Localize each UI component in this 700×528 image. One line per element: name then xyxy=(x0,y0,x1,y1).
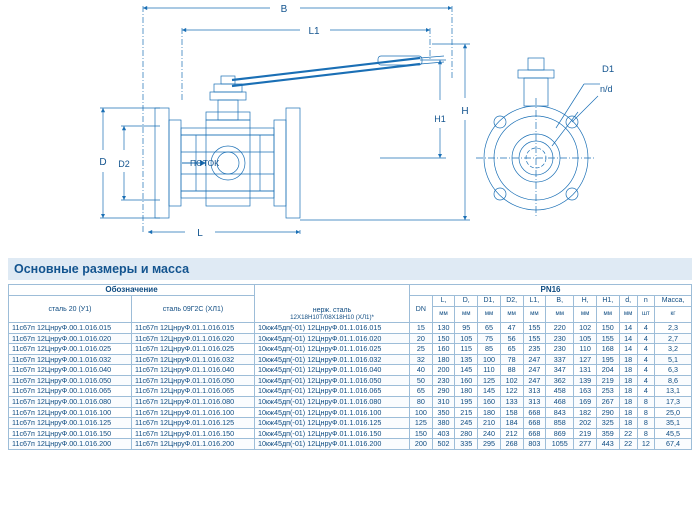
dim-label-D2: D2 xyxy=(118,159,130,169)
header-dn: DN xyxy=(410,296,433,323)
cell-B: 869 xyxy=(546,428,574,439)
cell-D: 115 xyxy=(455,344,478,355)
unit-B: мм xyxy=(546,306,574,322)
cell-D1: 125 xyxy=(478,375,501,386)
cell-D1: 85 xyxy=(478,344,501,355)
cell-L1: 668 xyxy=(523,428,546,439)
cell-nerzh: 10кж45дп(-01) 12ЦнруФ.01.1.016.025 xyxy=(255,344,410,355)
cell-H1: 219 xyxy=(596,375,619,386)
cell-B: 1055 xyxy=(546,439,574,450)
cell-L: 230 xyxy=(432,375,455,386)
table-row xyxy=(9,386,692,397)
cell-dn: 15 xyxy=(410,323,433,334)
cell-D1: 240 xyxy=(478,428,501,439)
unit-d: мм xyxy=(619,306,637,322)
cell-D1: 75 xyxy=(478,333,501,344)
header-D1: D1, xyxy=(478,296,501,306)
cell-H: 110 xyxy=(574,344,597,355)
cell-H1: 150 xyxy=(596,323,619,334)
cell-L: 200 xyxy=(432,365,455,376)
cell-H1: 155 xyxy=(596,333,619,344)
cell-n: 12 xyxy=(637,439,654,450)
cell-D: 160 xyxy=(455,375,478,386)
cell-d: 18 xyxy=(619,386,637,397)
table-row xyxy=(9,323,692,334)
cell-L: 150 xyxy=(432,333,455,344)
cell-D1: 65 xyxy=(478,323,501,334)
cell-L: 380 xyxy=(432,418,455,429)
dim-label-L1: L1 xyxy=(308,26,320,37)
cell-d: 18 xyxy=(619,365,637,376)
cell-B: 347 xyxy=(546,365,574,376)
cell-D2: 102 xyxy=(500,375,523,386)
cell-H1: 204 xyxy=(596,365,619,376)
cell-nerzh: 10кж45дп(-01) 12ЦнруФ.01.1.016.125 xyxy=(255,418,410,429)
table-row xyxy=(9,375,692,386)
cell-d: 14 xyxy=(619,344,637,355)
cell-D2: 78 xyxy=(500,354,523,365)
cell-B: 230 xyxy=(546,333,574,344)
cell-L1: 155 xyxy=(523,323,546,334)
cell-d: 18 xyxy=(619,375,637,386)
cell-H1: 195 xyxy=(596,354,619,365)
header-L: L, xyxy=(432,296,455,306)
table-row xyxy=(9,407,692,418)
cell-D2: 158 xyxy=(500,407,523,418)
table-row xyxy=(9,344,692,355)
cell-steel20: 11с67п 12ЦнруФ.00.1.016.065 xyxy=(9,386,132,397)
cell-steel20: 11с67п 12ЦнруФ.00.1.016.015 xyxy=(9,323,132,334)
cell-nerzh: 10кж45дп(-01) 12ЦнруФ.01.1.016.065 xyxy=(255,386,410,397)
cell-n: 4 xyxy=(637,344,654,355)
cell-mass: 25,0 xyxy=(655,407,692,418)
cell-D2: 133 xyxy=(500,397,523,408)
cell-D1: 295 xyxy=(478,439,501,450)
cell-H1: 443 xyxy=(596,439,619,450)
cell-steel20: 11с67п 12ЦнруФ.00.1.016.080 xyxy=(9,397,132,408)
cell-H1: 168 xyxy=(596,344,619,355)
cell-steel20: 11с67п 12ЦнруФ.00.1.016.125 xyxy=(9,418,132,429)
cell-L: 502 xyxy=(432,439,455,450)
cell-dn: 25 xyxy=(410,344,433,355)
cell-steel20: 11с67п 12ЦнруФ.00.1.016.040 xyxy=(9,365,132,376)
cell-n: 4 xyxy=(637,386,654,397)
cell-H1: 253 xyxy=(596,386,619,397)
cell-H: 127 xyxy=(574,354,597,365)
header-steel20: сталь 20 (У1) xyxy=(9,296,132,323)
cell-n: 8 xyxy=(637,407,654,418)
table-row xyxy=(9,397,692,408)
cell-L1: 803 xyxy=(523,439,546,450)
header-mass: Масса, xyxy=(655,296,692,306)
cell-d: 22 xyxy=(619,428,637,439)
cell-L: 130 xyxy=(432,323,455,334)
cell-H: 105 xyxy=(574,333,597,344)
cell-steel09g2c: 11с67п 12ЦнруФ.01.1.016.100 xyxy=(132,407,255,418)
cell-H1: 267 xyxy=(596,397,619,408)
cell-dn: 200 xyxy=(410,439,433,450)
cell-B: 230 xyxy=(546,344,574,355)
dim-label-H1: H1 xyxy=(434,114,446,124)
dim-label-B: B xyxy=(280,4,288,15)
cell-L1: 247 xyxy=(523,365,546,376)
cell-nerzh: 10кж45дп(-01) 12ЦнруФ.01.1.016.020 xyxy=(255,333,410,344)
cell-D2: 122 xyxy=(500,386,523,397)
technical-drawing xyxy=(0,0,700,250)
cell-n: 8 xyxy=(637,428,654,439)
header-nerzh xyxy=(255,306,410,322)
dim-label-H: H xyxy=(461,106,469,117)
cell-steel09g2c: 11с67п 12ЦнруФ.01.1.016.125 xyxy=(132,418,255,429)
cell-mass: 5,1 xyxy=(655,354,692,365)
cell-D2: 184 xyxy=(500,418,523,429)
cell-mass: 13,1 xyxy=(655,386,692,397)
cell-D: 215 xyxy=(455,407,478,418)
cell-n: 4 xyxy=(637,323,654,334)
cell-mass: 2,7 xyxy=(655,333,692,344)
cell-n: 4 xyxy=(637,365,654,376)
cell-steel09g2c: 11с67п 12ЦнруФ.01.1.016.200 xyxy=(132,439,255,450)
cell-dn: 65 xyxy=(410,386,433,397)
cell-B: 468 xyxy=(546,397,574,408)
cell-D2: 47 xyxy=(500,323,523,334)
dim-label-D1: D1 xyxy=(602,64,615,75)
cell-D: 280 xyxy=(455,428,478,439)
cell-steel09g2c: 11с67п 12ЦнруФ.01.1.016.040 xyxy=(132,365,255,376)
unit-D2: мм xyxy=(500,306,523,322)
unit-D: мм xyxy=(455,306,478,322)
cell-n: 8 xyxy=(637,418,654,429)
cell-mass: 8,6 xyxy=(655,375,692,386)
cell-H: 277 xyxy=(574,439,597,450)
unit-L: мм xyxy=(432,306,455,322)
cell-B: 458 xyxy=(546,386,574,397)
table-row xyxy=(9,333,692,344)
cell-dn: 80 xyxy=(410,397,433,408)
cell-H: 182 xyxy=(574,407,597,418)
cell-L1: 313 xyxy=(523,386,546,397)
cell-L1: 313 xyxy=(523,397,546,408)
cell-L1: 247 xyxy=(523,354,546,365)
table-row xyxy=(9,428,692,439)
cell-D: 95 xyxy=(455,323,478,334)
cell-d: 18 xyxy=(619,418,637,429)
dimensions-table xyxy=(8,284,692,450)
cell-B: 858 xyxy=(546,418,574,429)
cell-steel20: 11с67п 12ЦнруФ.00.1.016.020 xyxy=(9,333,132,344)
unit-H: мм xyxy=(574,306,597,322)
cell-D: 105 xyxy=(455,333,478,344)
cell-steel20: 11с67п 12ЦнруФ.00.1.016.200 xyxy=(9,439,132,450)
cell-n: 4 xyxy=(637,333,654,344)
cell-D2: 88 xyxy=(500,365,523,376)
unit-H1: мм xyxy=(596,306,619,322)
header-D: D, xyxy=(455,296,478,306)
cell-L: 160 xyxy=(432,344,455,355)
flow-label: ПОТОК xyxy=(190,158,220,168)
cell-H1: 290 xyxy=(596,407,619,418)
cell-dn: 32 xyxy=(410,354,433,365)
dim-label-L: L xyxy=(197,228,203,239)
cell-steel09g2c: 11с67п 12ЦнруФ.01.1.016.080 xyxy=(132,397,255,408)
cell-L1: 235 xyxy=(523,344,546,355)
cell-n: 4 xyxy=(637,375,654,386)
cell-mass: 45,5 xyxy=(655,428,692,439)
cell-dn: 125 xyxy=(410,418,433,429)
header-nerzh-line1: нерж. сталь xyxy=(312,307,352,315)
unit-L1: мм xyxy=(523,306,546,322)
cell-steel20: 11с67п 12ЦнруФ.00.1.016.025 xyxy=(9,344,132,355)
unit-n: шт xyxy=(637,306,654,322)
header-B: B, xyxy=(546,296,574,306)
cell-mass: 67,4 xyxy=(655,439,692,450)
cell-steel20: 11с67п 12ЦнруФ.00.1.016.100 xyxy=(9,407,132,418)
cell-nerzh: 10кж45дп(-01) 12ЦнруФ.01.1.016.050 xyxy=(255,375,410,386)
cell-H: 169 xyxy=(574,397,597,408)
cell-nerzh: 10кж45дп(-01) 12ЦнруФ.01.1.016.040 xyxy=(255,365,410,376)
valve-drawing-svg xyxy=(0,0,700,250)
section-title: Основные размеры и масса xyxy=(8,258,692,280)
cell-H: 102 xyxy=(574,323,597,334)
cell-L: 180 xyxy=(432,354,455,365)
cell-B: 337 xyxy=(546,354,574,365)
cell-nerzh: 10кж45дп(-01) 12ЦнруФ.01.1.016.080 xyxy=(255,397,410,408)
cell-H: 202 xyxy=(574,418,597,429)
dimensions-table-wrapper xyxy=(8,284,692,450)
table-row xyxy=(9,439,692,450)
cell-D1: 145 xyxy=(478,386,501,397)
unit-D1: мм xyxy=(478,306,501,322)
cell-B: 362 xyxy=(546,375,574,386)
cell-D: 135 xyxy=(455,354,478,365)
cell-steel09g2c: 11с67п 12ЦнруФ.01.1.016.150 xyxy=(132,428,255,439)
cell-steel09g2c: 11с67п 12ЦнруФ.01.1.016.020 xyxy=(132,333,255,344)
cell-L1: 668 xyxy=(523,407,546,418)
cell-D2: 268 xyxy=(500,439,523,450)
cell-L: 350 xyxy=(432,407,455,418)
cell-d: 14 xyxy=(619,323,637,334)
cell-D1: 110 xyxy=(478,365,501,376)
cell-nerzh: 10кж45дп(-01) 12ЦнруФ.01.1.016.150 xyxy=(255,428,410,439)
cell-d: 14 xyxy=(619,333,637,344)
cell-D2: 65 xyxy=(500,344,523,355)
header-designation: Обозначение xyxy=(9,285,255,296)
cell-L1: 155 xyxy=(523,333,546,344)
cell-D: 145 xyxy=(455,365,478,376)
cell-D: 180 xyxy=(455,386,478,397)
cell-B: 220 xyxy=(546,323,574,334)
header-n: n xyxy=(637,296,654,306)
cell-H: 163 xyxy=(574,386,597,397)
cell-d: 18 xyxy=(619,354,637,365)
header-H: H, xyxy=(574,296,597,306)
cell-H: 139 xyxy=(574,375,597,386)
cell-dn: 20 xyxy=(410,333,433,344)
cell-L1: 668 xyxy=(523,418,546,429)
cell-dn: 100 xyxy=(410,407,433,418)
cell-D1: 180 xyxy=(478,407,501,418)
header-pn16: PN16 xyxy=(410,285,692,296)
cell-nerzh: 10кж45дп(-01) 12ЦнруФ.01.1.016.200 xyxy=(255,439,410,450)
cell-n: 8 xyxy=(637,397,654,408)
dim-label-nd: n/d xyxy=(600,84,613,94)
cell-D1: 160 xyxy=(478,397,501,408)
cell-H: 131 xyxy=(574,365,597,376)
cell-L: 310 xyxy=(432,397,455,408)
cell-L: 403 xyxy=(432,428,455,439)
cell-d: 18 xyxy=(619,397,637,408)
cell-H1: 325 xyxy=(596,418,619,429)
cell-steel09g2c: 11с67п 12ЦнруФ.01.1.016.065 xyxy=(132,386,255,397)
cell-L: 290 xyxy=(432,386,455,397)
header-L1: L1, xyxy=(523,296,546,306)
cell-mass: 6,3 xyxy=(655,365,692,376)
cell-d: 18 xyxy=(619,407,637,418)
header-nerzh-line2: 12Х18Н10Т/08Х18Н10 (ХЛ1)* xyxy=(290,313,374,321)
cell-mass: 2,3 xyxy=(655,323,692,334)
cell-L1: 247 xyxy=(523,375,546,386)
cell-mass: 35,1 xyxy=(655,418,692,429)
header-H1: H1, xyxy=(596,296,619,306)
cell-D1: 210 xyxy=(478,418,501,429)
cell-H: 219 xyxy=(574,428,597,439)
cell-B: 843 xyxy=(546,407,574,418)
cell-steel20: 11с67п 12ЦнруФ.00.1.016.050 xyxy=(9,375,132,386)
cell-D2: 56 xyxy=(500,333,523,344)
header-steel09g2c: сталь 09Г2С (ХЛ1) xyxy=(132,296,255,323)
cell-steel20: 11с67п 12ЦнруФ.00.1.016.032 xyxy=(9,354,132,365)
cell-steel09g2c: 11с67п 12ЦнруФ.01.1.016.015 xyxy=(132,323,255,334)
cell-dn: 150 xyxy=(410,428,433,439)
cell-mass: 17,3 xyxy=(655,397,692,408)
cell-d: 22 xyxy=(619,439,637,450)
table-row xyxy=(9,365,692,376)
cell-nerzh: 10кж45дп(-01) 12ЦнруФ.01.1.016.100 xyxy=(255,407,410,418)
cell-nerzh: 10кж45дп(-01) 12ЦнруФ.01.1.016.015 xyxy=(255,323,410,334)
cell-mass: 3,2 xyxy=(655,344,692,355)
cell-D: 335 xyxy=(455,439,478,450)
cell-D2: 212 xyxy=(500,428,523,439)
cell-nerzh: 10кж45дп(-01) 12ЦнруФ.01.1.016.032 xyxy=(255,354,410,365)
cell-D1: 100 xyxy=(478,354,501,365)
cell-n: 4 xyxy=(637,354,654,365)
table-row xyxy=(9,418,692,429)
cell-D: 245 xyxy=(455,418,478,429)
table-body xyxy=(9,323,692,450)
dim-label-D: D xyxy=(99,157,107,168)
table-header-row-1 xyxy=(9,285,692,296)
header-d: d, xyxy=(619,296,637,306)
cell-D: 195 xyxy=(455,397,478,408)
table-row xyxy=(9,354,692,365)
cell-dn: 40 xyxy=(410,365,433,376)
cell-steel20: 11с67п 12ЦнруФ.00.1.016.150 xyxy=(9,428,132,439)
header-D2: D2, xyxy=(500,296,523,306)
unit-mass: кг xyxy=(655,306,692,322)
cell-steel09g2c: 11с67п 12ЦнруФ.01.1.016.032 xyxy=(132,354,255,365)
cell-steel09g2c: 11с67п 12ЦнруФ.01.1.016.050 xyxy=(132,375,255,386)
cell-H1: 359 xyxy=(596,428,619,439)
cell-dn: 50 xyxy=(410,375,433,386)
cell-steel09g2c: 11с67п 12ЦнруФ.01.1.016.025 xyxy=(132,344,255,355)
